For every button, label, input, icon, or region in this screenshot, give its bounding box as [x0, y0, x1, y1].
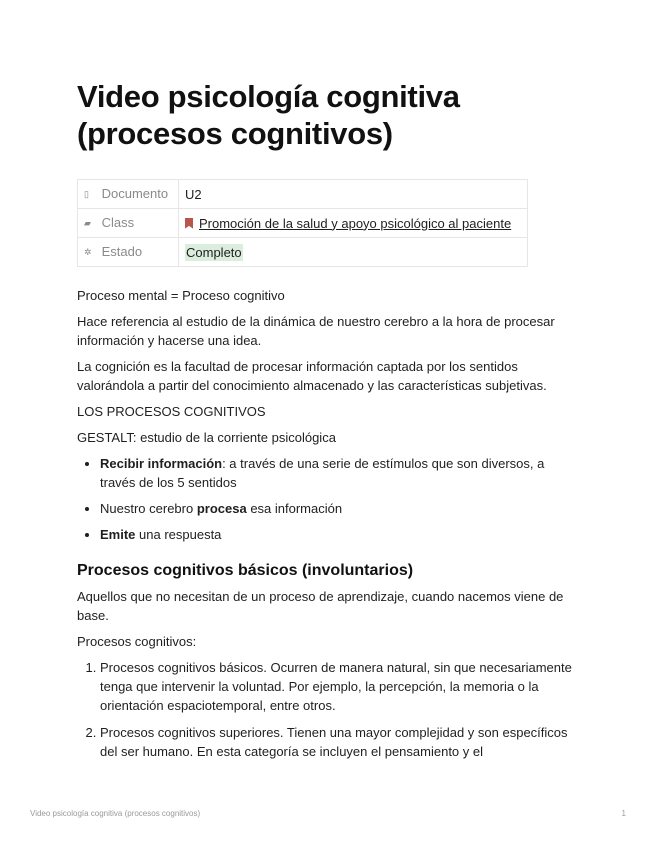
- bullet-list: [77, 454, 577, 544]
- property-value-estado[interactable]: [179, 238, 528, 267]
- property-key: [78, 180, 179, 209]
- list-item: 1. Procesos cognitivos básicos. Ocurren de manera natural, sin que necesariamente tenga que intervenir la voluntad. Por ejemplo, la percepción, la memoria o la orientación espaciotemporal, entre otros.: [100, 658, 577, 715]
- paragraph: GESTALT: estudio de la corriente psicológica: [77, 430, 336, 445]
- property-row-documento: [78, 180, 528, 209]
- list-item: 2. Procesos cognitivos superiores. Tienen una mayor complejidad y son específicos del ser humano. En esta categoría se incluyen el pensamiento y el: [100, 723, 577, 761]
- list-item: • Emite una respuesta: [100, 525, 577, 544]
- status-badge: Completo: [186, 244, 242, 260]
- property-key-label: Estado: [101, 244, 143, 260]
- loading-icon: ✲: [84, 247, 92, 258]
- footer-title: Video psicología cognitiva (procesos cognitivos): [30, 809, 201, 818]
- page-body: [77, 286, 577, 769]
- page-number: 1: [621, 809, 626, 818]
- paragraph: LOS PROCESOS COGNITIVOS: [77, 404, 266, 419]
- property-row-estado: [78, 238, 528, 267]
- paragraph: Procesos cognitivos:: [77, 634, 197, 649]
- property-key-label: Class: [101, 215, 135, 231]
- bookmark-icon: [185, 218, 193, 229]
- numbered-list: [77, 658, 577, 761]
- property-value-documento[interactable]: U2: [179, 180, 528, 209]
- property-value-class: [179, 209, 528, 238]
- properties-table: [77, 179, 528, 267]
- list-item: • Nuestro cerebro procesa esa información: [100, 499, 577, 518]
- document-icon: ▯: [84, 189, 89, 200]
- page-title: Video psicología cognitiva (procesos cognitivos): [77, 79, 460, 151]
- property-key: [78, 238, 179, 267]
- section-heading: Procesos cognitivos básicos (involuntarios): [77, 562, 414, 579]
- book-icon: ▰: [84, 218, 91, 229]
- paragraph: Hace referencia al estudio de la dinámica de nuestro cerebro a la hora de procesar información y hacerse una idea.: [77, 314, 555, 348]
- property-key-label: Documento: [101, 186, 169, 201]
- list-item: • Recibir información: a través de una serie de estímulos que son diversos, a través de los 5 sentidos: [100, 454, 577, 492]
- paragraph: Aquellos que no necesitan de un proceso de aprendizaje, cuando nacemos viene de base.: [77, 589, 564, 623]
- class-link[interactable]: Promoción de la salud y apoyo psicológico al paciente: [199, 215, 512, 231]
- property-key: [78, 209, 179, 238]
- property-row-class: [78, 209, 528, 238]
- paragraph: La cognición es la facultad de procesar información captada por los sentidos valorándola a partir del conocimiento almacenado y las características subjetivas.: [77, 359, 547, 393]
- paragraph: Proceso mental = Proceso cognitivo: [77, 288, 285, 303]
